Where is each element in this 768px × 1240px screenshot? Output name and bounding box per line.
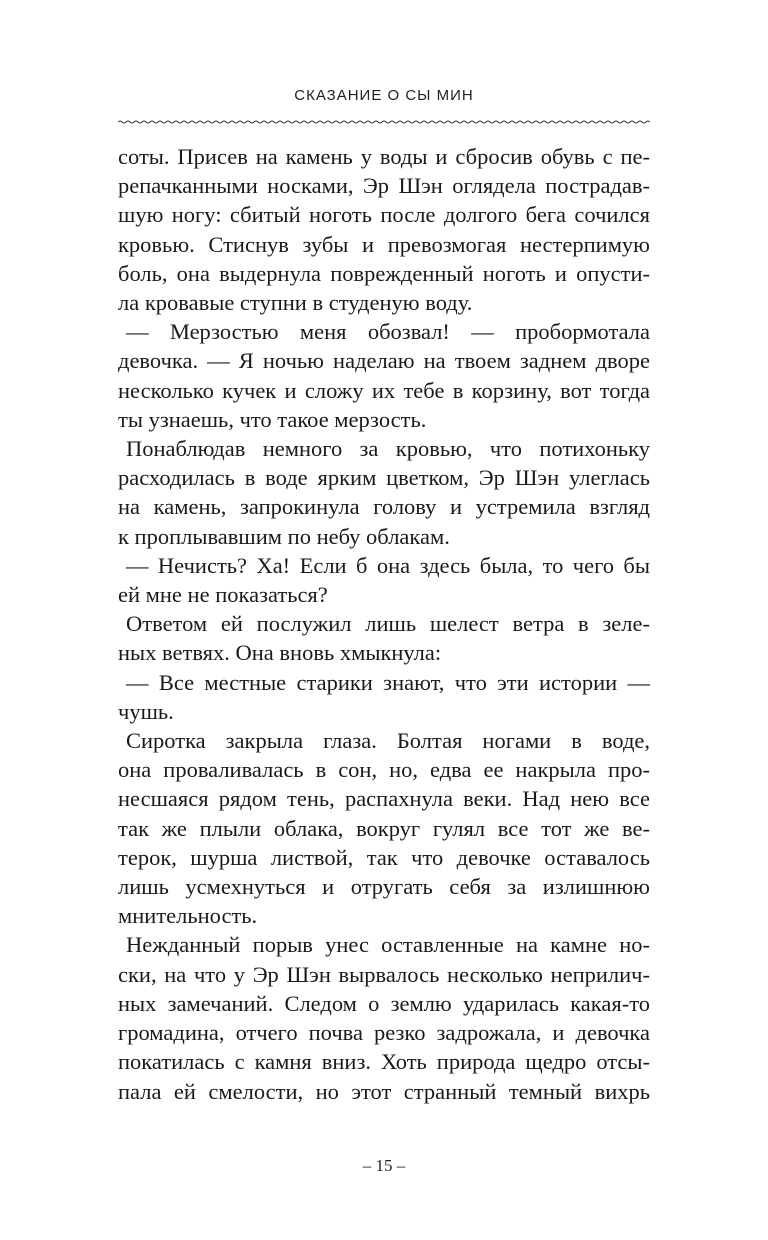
page-number: – 15 –: [362, 1156, 406, 1175]
text-line: расходилась в воде ярким цветком, Эр Шэн улеглась: [118, 465, 650, 491]
text-line: шую ногу: сбитый ноготь после долгого бега сочился: [118, 202, 650, 228]
body-text: [118, 142, 650, 1106]
text-line: мнительность.: [118, 903, 258, 929]
text-line: лишь усмехнуться и отругать себя за излишнюю: [118, 874, 650, 900]
text-line: пала ей смелости, но этот странный темный вихрь: [118, 1078, 650, 1104]
text-line: ски, на что у Эр Шэн вырвалось несколько неприлич-: [118, 961, 650, 987]
text-line: Нежданный порыв унес оставленные на камне но-: [126, 932, 650, 958]
text-line: — Нечисть? Ха! Если б она здесь была, то чего бы: [126, 552, 650, 578]
text-line: — Все местные старики знают, что эти истории —: [126, 669, 650, 695]
text-line: ных ветвях. Она вновь хмыкнула:: [118, 640, 442, 666]
text-line: соты. Присев на камень у воды и сбросив обувь с пе-: [118, 144, 650, 169]
text-line: — Мерзостью меня обозвал! — пробормотала: [126, 319, 650, 345]
text-line: Ответом ей послужил лишь шелест ветра в зеле-: [126, 611, 650, 637]
text-line: на камень, запрокинула голову и устремила взгляд: [118, 494, 650, 520]
text-line: ных замечаний. Следом о землю ударилась какая-то: [118, 990, 650, 1016]
text-line: девочка. — Я ночью наделаю на твоем заднем дворе: [118, 348, 650, 374]
text-line: громадина, отчего почва резко задрожала, и девочка: [118, 1020, 650, 1046]
text-line: несшаяся рядом тень, распахнула веки. Над нею все: [118, 786, 650, 812]
text-line: так же плыли облака, вокруг гулял все тот же ве-: [118, 815, 650, 841]
text-line: кровью. Стиснув зубы и превозмогая нестерпимую: [118, 231, 650, 257]
text-line: она проваливалась в сон, но, едва ее накрыла про-: [118, 757, 650, 783]
text-line: покатилась с камня вниз. Хоть природа щедро отсы-: [118, 1049, 650, 1075]
text-line: ла кровавые ступни в студеную воду.: [118, 290, 473, 316]
text-line: репачканными носками, Эр Шэн оглядела пострадав-: [118, 173, 650, 199]
text-line: ей мне не показаться?: [118, 582, 328, 608]
running-title: СКАЗАНИЕ О СЫ МИН: [294, 87, 474, 104]
text-line: к проплывавшим по небу облакам.: [118, 523, 450, 549]
text-line: чушь.: [118, 698, 174, 724]
header-rule: [118, 119, 650, 125]
text-line: ты узнаешь, что такое мерзость.: [118, 406, 427, 432]
text-line: Сиротка закрыла глаза. Болтая ногами в воде,: [126, 728, 650, 754]
text-line: Понаблюдав немного за кровью, что потихоньку: [126, 436, 650, 462]
text-line: терок, шурша листвой, так что девочке оставалось: [118, 844, 650, 870]
text-line: боль, она выдернула поврежденный ноготь и опусти-: [118, 260, 650, 286]
text-line: несколько кучек и сложу их тебе в корзину, вот тогда: [118, 377, 650, 403]
